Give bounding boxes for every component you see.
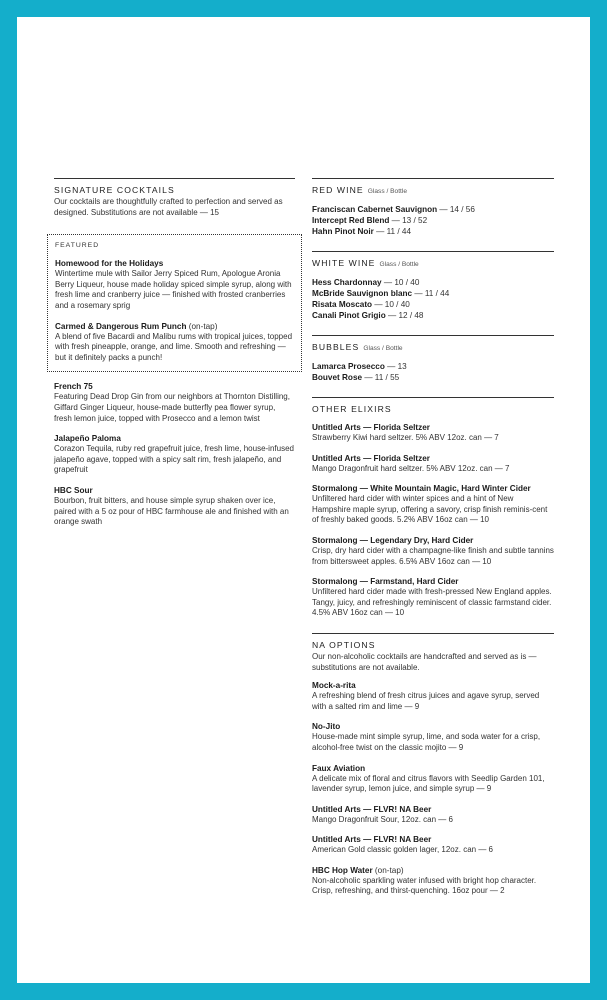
item-name: Stormalong — Legendary Dry, Hard Cider	[312, 535, 474, 545]
bubbles-section	[312, 335, 554, 383]
item-name: Jalapeño Paloma	[54, 434, 121, 444]
menu-item	[312, 453, 554, 475]
wine-item: Risata Moscato — 10 / 40	[312, 300, 410, 309]
menu-item	[312, 865, 554, 897]
item-name: Untitled Arts — FLVR! NA Beer	[312, 804, 432, 814]
menu-item	[312, 763, 554, 795]
na-list	[312, 680, 554, 897]
right-column	[312, 178, 554, 897]
item-description: Strawberry Kiwi hard seltzer. 5% ABV 12oz. can — 7	[312, 433, 499, 442]
na-options-heading: NA OPTIONS	[312, 633, 554, 651]
featured-box	[47, 234, 302, 372]
item-description: Wintertime mule with Sailor Jerry Spiced Rum, Apologue Aronia Berry Liqueur, house made holiday spiced simple syrup, along with fresh lime and cranberry juice — finished with frosted cranberries and a rosemary sprig	[55, 269, 292, 310]
menu-item	[54, 485, 295, 528]
signature-list	[54, 381, 295, 527]
menu-item	[312, 535, 554, 567]
signature-cocktails-heading: SIGNATURE COCKTAILS	[54, 178, 295, 196]
item-name: Homewood for the Holidays	[55, 259, 164, 269]
bubbles-list	[312, 361, 554, 383]
item-description: American Gold classic golden lager, 12oz. can — 6	[312, 845, 493, 855]
item-name: Untitled Arts — FLVR! NA Beer	[312, 835, 432, 845]
wine-item: McBride Sauvignon blanc — 11 / 44	[312, 289, 450, 298]
item-name: Carmed & Dangerous Rum Punch (on-tap)	[55, 321, 218, 331]
item-description: Unfiltered hard cider with winter spices and a hint of New Hampshire maple syrup, offering a savory, crisp finish reminis-cent of freshly baked goods. 5.2% ABV 16oz can — 10	[312, 494, 548, 525]
signature-cocktails-description: Our cocktails are thoughtfully crafted to perfection and served as designed. Substitutions are not available — 15	[54, 197, 283, 217]
menu-item	[312, 804, 554, 826]
menu-item	[54, 433, 295, 476]
menu-item	[55, 258, 294, 311]
wine-item: Intercept Red Blend — 13 / 52	[312, 216, 428, 225]
menu-item	[312, 834, 554, 856]
item-name: HBC Sour	[54, 485, 93, 495]
item-description: House-made mint simple syrup, lime, and soda water for a crisp, alcohol-free twist on the classic mojito — 9	[312, 732, 541, 752]
white-wine-heading: WHITE WINE Glass / Bottle	[312, 251, 554, 271]
item-name: Stormalong — White Mountain Magic, Hard Winter Cider	[312, 484, 531, 494]
wine-item: Bouvet Rose — 11 / 55	[312, 373, 400, 382]
item-description: Crisp, dry hard cider with a champagne-like finish and subtle tannins from bittersweet apples. 6.5% ABV 16oz can — 10	[312, 545, 554, 566]
left-column	[54, 178, 295, 528]
item-name: French 75	[54, 382, 93, 392]
item-description: A blend of five Bacardi and Malibu rums with tropical juices, topped with fresh pineapple, orange, and lime. Smooth and refreshing — but it definitely packs a punch!	[55, 331, 293, 362]
wine-item: Hess Chardonnay — 10 / 40	[312, 278, 420, 287]
menu-item	[312, 483, 554, 526]
wine-item: Franciscan Cabernet Sauvignon — 14 / 56	[312, 205, 475, 214]
wine-item: Lamarca Prosecco — 13	[312, 362, 407, 371]
menu-page	[17, 17, 590, 983]
item-name: Faux Aviation	[312, 763, 366, 773]
menu-item	[312, 680, 554, 712]
red-wine-section	[312, 178, 554, 237]
menu-item	[312, 576, 554, 619]
menu-item	[54, 381, 295, 424]
item-name: Stormalong — Farmstand, Hard Cider	[312, 577, 459, 587]
item-description: Mango Dragonfruit Sour, 12oz. can — 6	[312, 814, 453, 824]
item-description: Bourbon, fruit bitters, and house simple syrup shaken over ice, paired with a 5 oz pour of HBC farmhouse ale and finished with an orange swath	[54, 495, 289, 527]
red-wine-list	[312, 204, 554, 237]
na-options-section	[312, 633, 554, 897]
item-description: A delicate mix of floral and citrus flavors with Seedlip Garden 101, lavender syrup, lemon juice, and simple syrup — 9	[312, 773, 545, 794]
elixirs-list	[312, 422, 554, 619]
item-name: HBC Hop Water (on-tap)	[312, 865, 404, 875]
wine-item: Hahn Pinot Noir — 11 / 44	[312, 227, 412, 236]
menu-item	[55, 321, 294, 364]
bubbles-heading: BUBBLES Glass / Bottle	[312, 335, 554, 355]
item-description: A refreshing blend of fresh citrus juices and agave syrup, served with a salted rim and lime — 9	[312, 691, 540, 711]
item-name: Untitled Arts — Florida Seltzer	[312, 423, 430, 432]
item-description: Featuring Dead Drop Gin from our neighbors at Thornton Distilling, Giffard Ginger Liqueur, house-made butterfly pea flower syrup, fresh lemon juice, topped with Prosecco and a lemon twist	[54, 392, 290, 423]
featured-label: FEATURED	[55, 242, 100, 250]
red-wine-heading: RED WINE Glass / Bottle	[312, 178, 554, 198]
na-options-description: Our non-alcoholic cocktails are handcrafted and served as is — substitutions are not available.	[312, 651, 537, 672]
white-wine-section	[312, 251, 554, 321]
menu-item	[312, 721, 554, 753]
item-name: Mock-a-rita	[312, 681, 356, 691]
item-name: Untitled Arts — Florida Seltzer	[312, 453, 430, 463]
item-description: Corazon Tequila, ruby red grapefruit juice, fresh lime, house-infused jalapeño agave, topped with a spicy salt rim, fresh jalapeño, and grapefruit	[54, 444, 294, 475]
wine-item: Canali Pinot Grigio — 12 / 48	[312, 311, 424, 320]
item-description: Mango Dragonfruit hard seltzer. 5% ABV 12oz. can — 7	[312, 463, 510, 473]
other-elixirs-section	[312, 397, 554, 619]
item-description: Unfiltered hard cider made with fresh-pressed New England apples. Tangy, juicy, and refreshingly reminiscent of classic farmstand cider. 4.5% ABV 16oz can — 10	[312, 587, 552, 618]
item-name: No-Jito	[312, 722, 341, 732]
white-wine-list	[312, 277, 554, 321]
other-elixirs-heading: OTHER ELIXIRS	[312, 397, 554, 415]
menu-item	[312, 422, 554, 444]
item-description: Non-alcoholic sparkling water infused with bright hop character. Crisp, refreshing, and thirst-quenching. 16oz pour — 2	[312, 875, 537, 896]
